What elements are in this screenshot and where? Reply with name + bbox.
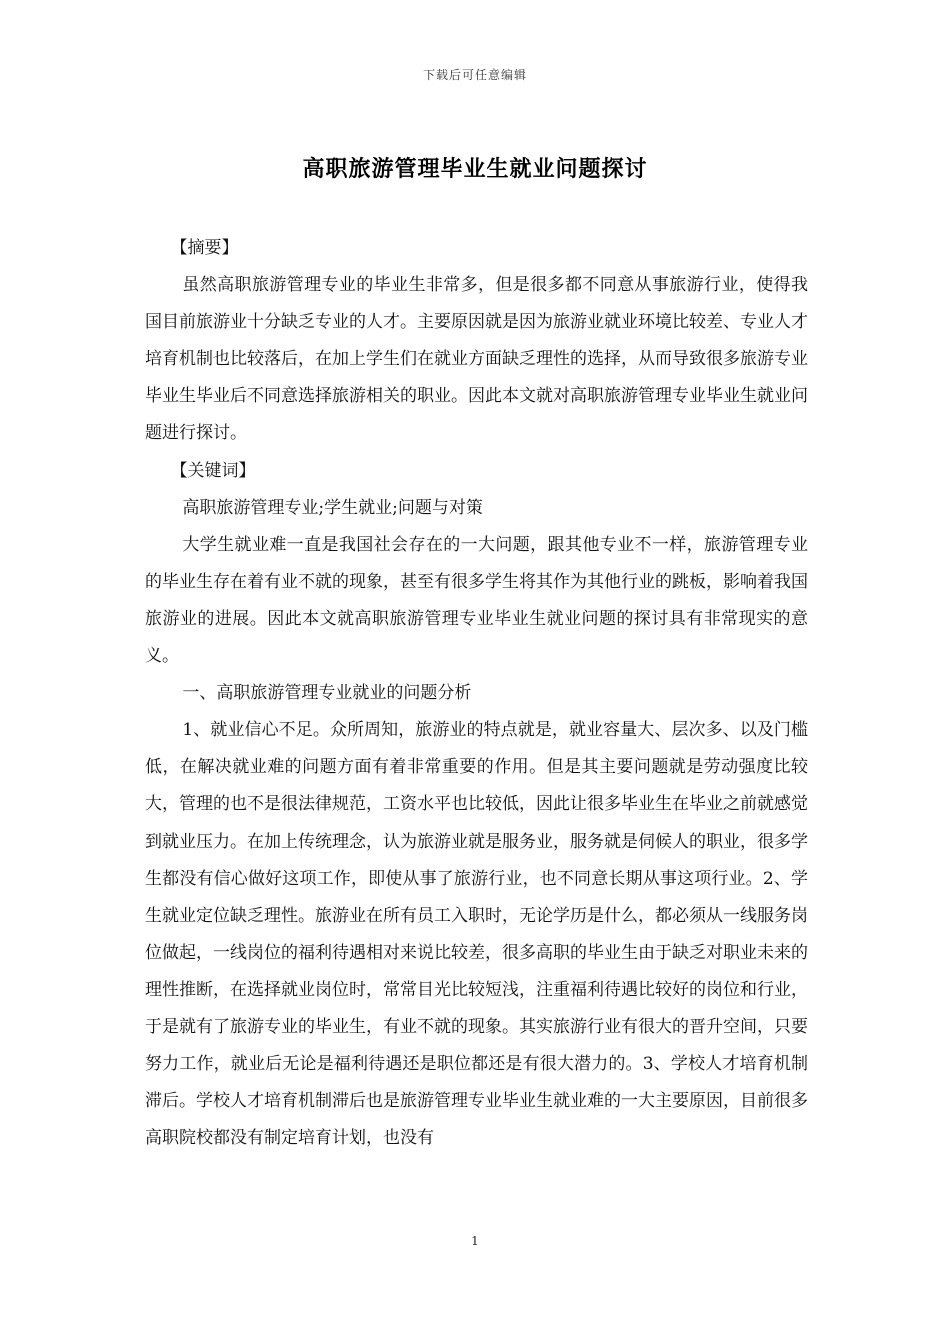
- header-note: 下载后可任意编辑: [422, 68, 527, 82]
- abstract-paragraph: 虽然高职旅游管理专业的毕业生非常多，但是很多都不同意从事旅游行业，使得我国目前旅游业十分缺乏专业的人才。主要原因就是因为旅游业就业环境比较差、专业人才培育机制也比较落后，在加上学生们在就业方面缺乏理性的选择，从而导致很多旅游专业毕业生毕业后不同意选择旅游相关的职业。因此本文就对高职旅游管理专业毕业生就业问题进行探讨。: [145, 275, 808, 444]
- intro-paragraph: 大学生就业难一直是我国社会存在的一大问题，跟其他专业不一样，旅游管理专业的毕业生存在着有业不就的现象，甚至有很多学生将其作为其他行业的跳板，影响着我国旅游业的进展。因此本文就高职旅游管理专业毕业生就业问题的探讨具有非常现实的意义。: [145, 534, 808, 667]
- document-title: 高职旅游管理毕业生就业问题探讨: [302, 157, 648, 182]
- abstract-label: 【摘要】: [170, 238, 239, 258]
- document-body: [145, 230, 808, 1157]
- keywords-label: 【关键词】: [170, 460, 256, 481]
- section-paragraph: 1、就业信心不足。众所周知，旅游业的特点就是，就业容量大、层次多、以及门槛低，在解决就业难的问题方面有着非常重要的作用。但是其主要问题就是劳动强度比较大，管理的也不是很法律规范，工资水平也比较低，因此让很多毕业生在毕业之前就感觉到就业压力。在加上传统理念，认为旅游业就是服务业，服务就是伺候人的职业，很多学生都没有信心做好这项工作，即使从事了旅游行业，也不同意长期从事这项行业。2、学生就业定位缺乏理性。旅游业在所有员工入职时，无论学历是什么，都必须从一线服务岗位做起，一线岗位的福利待遇相对来说比较差，很多高职的毕业生由于缺乏对职业未来的理性推断，在选择就业岗位时，常常目光比较短浅，注重福利待遇比较好的岗位和行业，于是就有了旅游专业的毕业生，有业不就的现象。其实旅游行业有很大的晋升空间，只要努力工作，就业后无论是福利待遇还是职位都还是有很大潜力的。3、学校人才培育机制滞后。学校人才培育机制滞后也是旅游管理专业毕业生就业难的一大主要原因，目前很多高职院校都没有制定培育计划，也没有: [145, 720, 808, 1149]
- keywords-paragraph: 高职旅游管理专业;学生就业;问题与对策: [182, 497, 483, 518]
- section-heading: 一、高职旅游管理专业就业的问题分析: [182, 683, 472, 704]
- page-number: 1: [471, 1234, 479, 1248]
